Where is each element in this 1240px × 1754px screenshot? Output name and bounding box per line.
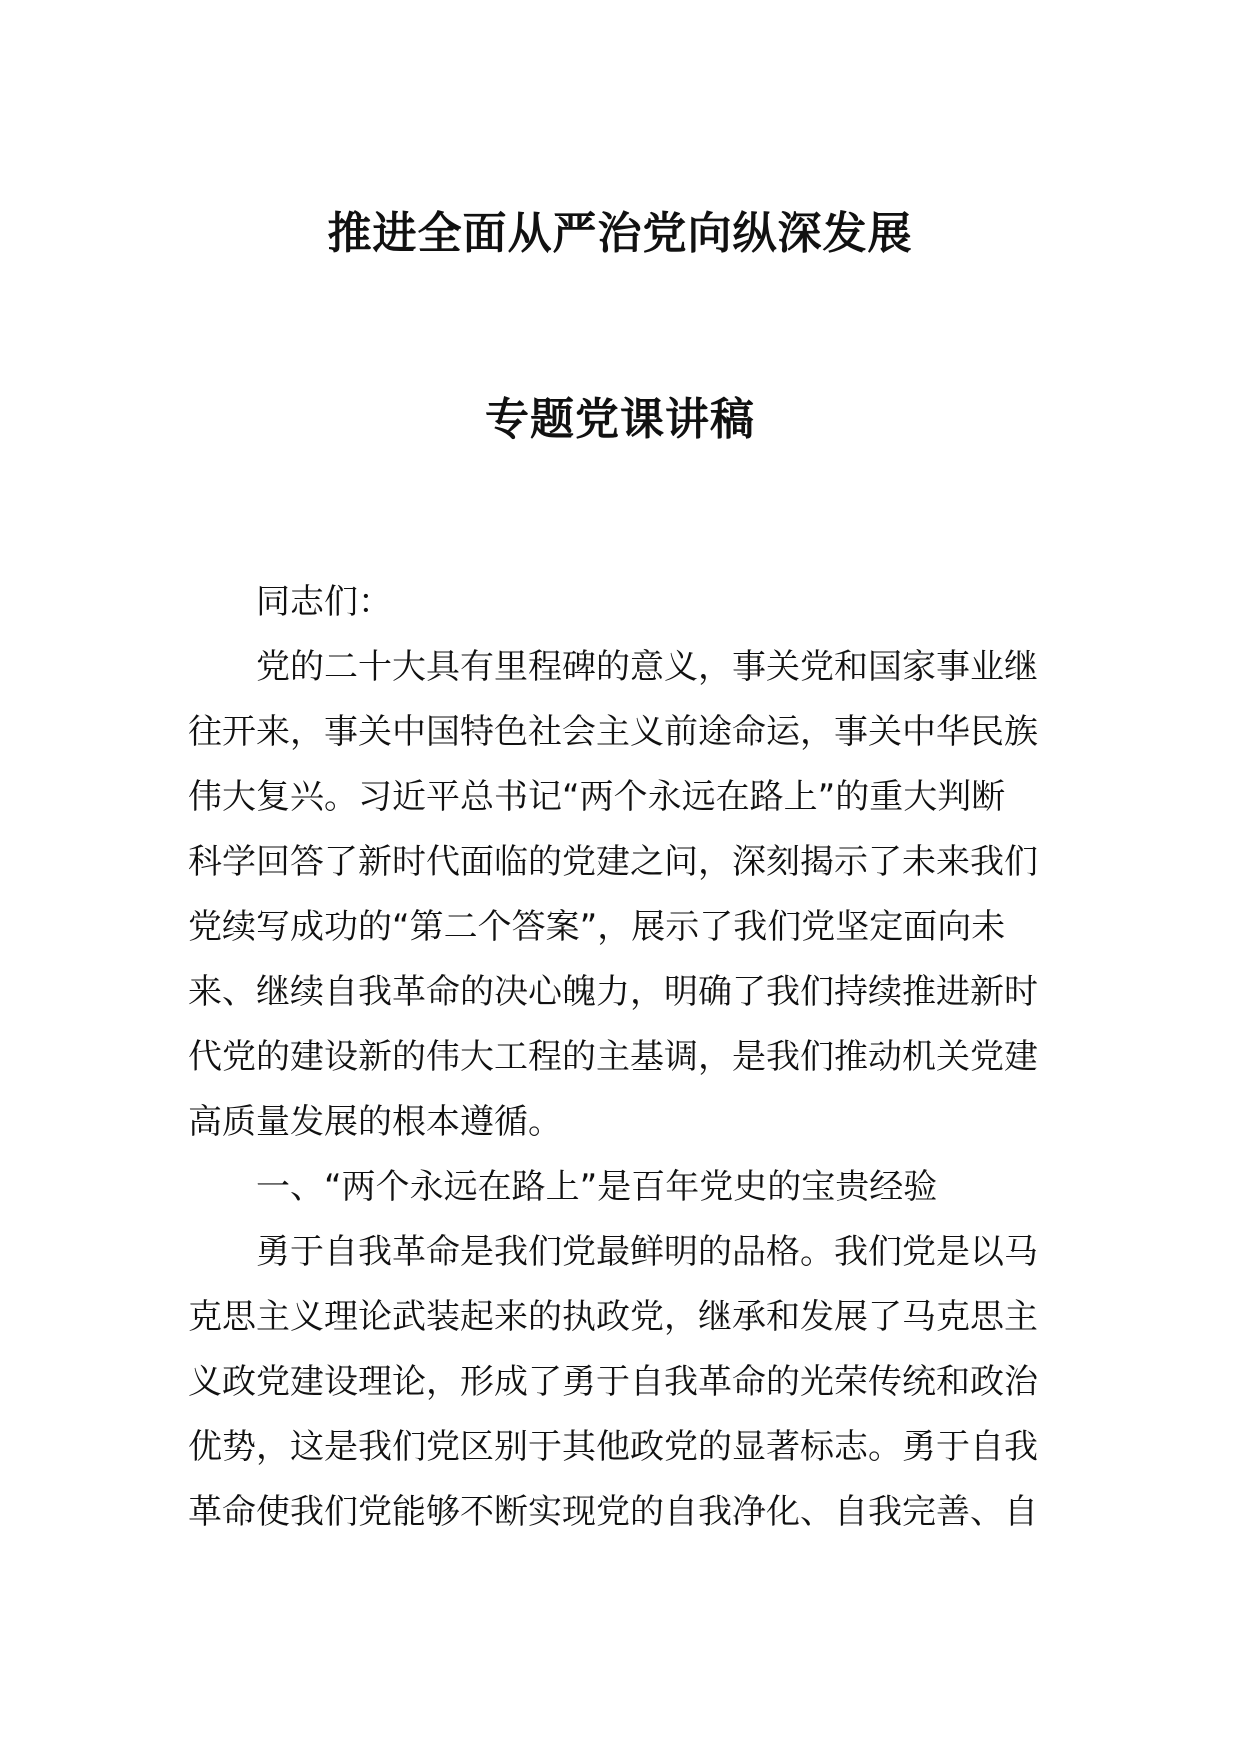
paragraph-line: 勇于自我革命是我们党最鲜明的品格。我们党是以马 (256, 1232, 1038, 1272)
paragraph-line: 革命使我们党能够不断实现党的自我净化、自我完善、自 (188, 1492, 1038, 1532)
paragraph-line: 伟大复兴。习近平总书记“两个永远在路上”的重大判断 (188, 777, 1006, 817)
paragraph-line: 科学回答了新时代面临的党建之问，深刻揭示了未来我们 (188, 842, 1038, 882)
document-body (188, 570, 1052, 1545)
document-title: 推进全面从严治党向纵深发展 (327, 208, 913, 259)
paragraph-line: 义政党建设理论，形成了勇于自我革命的光荣传统和政治 (188, 1362, 1038, 1402)
paragraph-line: 往开来，事关中国特色社会主义前途命运，事关中华民族 (188, 712, 1038, 752)
paragraph-line: 党续写成功的“第二个答案”，展示了我们党坚定面向未 (188, 907, 1006, 947)
document-subtitle: 专题党课讲稿 (485, 394, 755, 445)
paragraph-line: 代党的建设新的伟大工程的主基调，是我们推动机关党建 (188, 1037, 1038, 1077)
salutation: 同志们： (256, 582, 392, 622)
paragraph-line: 克思主义理论武装起来的执政党，继承和发展了马克思主 (188, 1297, 1038, 1337)
paragraph-line: 优势，这是我们党区别于其他政党的显著标志。勇于自我 (188, 1427, 1038, 1467)
paragraph-line: 党的二十大具有里程碑的意义，事关党和国家事业继 (256, 647, 1038, 687)
paragraph-line: 高质量发展的根本遵循。 (188, 1102, 562, 1142)
section-heading: 一、“两个永远在路上”是百年党史的宝贵经验 (256, 1167, 938, 1207)
paragraph-line: 来、继续自我革命的决心魄力，明确了我们持续推进新时 (188, 972, 1038, 1012)
